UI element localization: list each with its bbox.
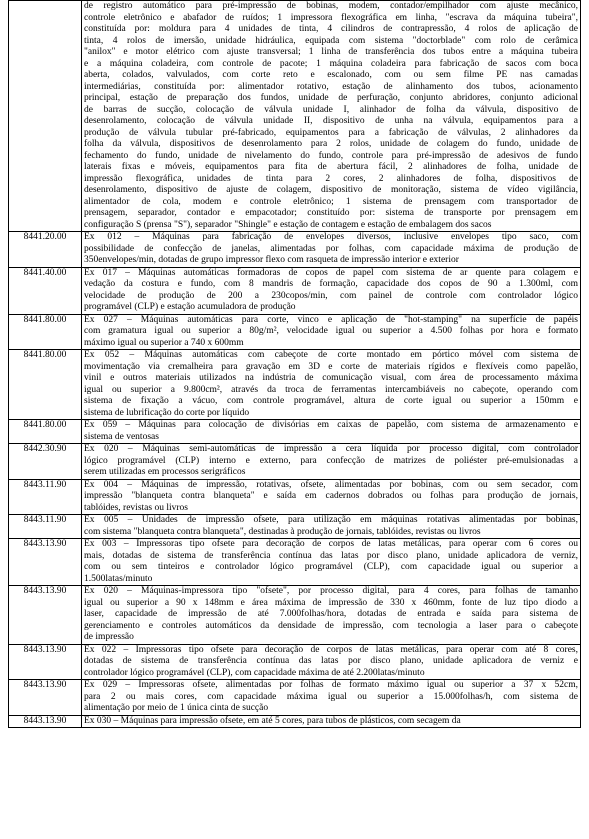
description-line: de impressão	[84, 632, 134, 642]
description-line: sistema de lubrificação do corte por líquido	[84, 407, 250, 418]
table-row	[9, 420, 581, 444]
table-row	[9, 586, 581, 645]
description-line: impressão flexográfica, unidades de tinta para 2 cores, 2 alinhadores de folha, dispositivos de	[84, 173, 578, 184]
description-line: máximo igual ou superior a 740 x 600mm	[84, 337, 244, 348]
ncm-code: 8443.13.90	[9, 680, 82, 716]
table-row	[9, 680, 581, 716]
description-line: serem utilizadas em processos serigráficos	[84, 467, 246, 477]
description-line: tinta, 4 rolos de imersão, unidade hidráulica, equipada com sistema "doctorblade" com rolo de cerâmica	[84, 35, 578, 46]
ncm-code: 8443.13.90	[9, 715, 82, 728]
ncm-code: 8441.80.00	[9, 314, 82, 350]
description-line: constituída por: moldura para 4 unidades de tinta, 4 cilindros de contrapressão, 4 rolos de aplicação de	[84, 24, 578, 34]
description-line: de registro automático para pré-impressão de bobinas, modem, contador/empilhador com ajuste mecânico,	[84, 1, 578, 11]
description-line: configuração S (prensa "S"), separador "Shingle" e estação de contagem e estação de embalagem dos sacos	[84, 219, 492, 230]
ex-description	[82, 350, 581, 420]
description-line: igual ou superior a 9.800cm², através da troca de ferramentas intercambiáveis no cabeçote, operando com	[84, 384, 578, 395]
ex-description	[82, 715, 581, 728]
ncm-code	[9, 1, 82, 232]
description-line: tablóides, revistas ou livros	[84, 502, 188, 513]
ex-description	[82, 479, 581, 515]
description-line: folha da válvula, dispositivos de desenrolamento para 2 rolos, unidade de colagem do fundo, unidade de	[84, 139, 578, 149]
ncm-code: 8443.13.90	[9, 586, 82, 645]
description-line: "anilox" e motor elétrico com ajuste transversal; 1 linha de transferência dos tubos entre a máquina tubeira	[84, 47, 578, 57]
ncm-ex-tariff-table	[8, 0, 581, 728]
description-line: Ex 017 – Máquinas automáticas formadoras de copos de papel com sistema de ar quente para colagem e	[84, 267, 578, 278]
ncm-code: 8441.80.00	[9, 420, 82, 444]
description-line: intermediárias, constituída por: alimentador rotativo, estação de alinhamento dos tubos, acionamento	[84, 81, 578, 92]
description-line: e a máquina coladeira, com controle de pacote; 1 máquina coladeira para fabricação de sacos com boca	[84, 58, 578, 69]
table-row	[9, 444, 581, 480]
description-line: desenrolamento, colocação de válvula unidade II, dispositivo de unha na válvula, equipamentos para a	[84, 116, 578, 126]
ex-description	[82, 314, 581, 350]
description-line: laser, capacidade de impressão de até 7.000folhas/hora, dotadas de entrada e saída para sistema de	[84, 609, 578, 619]
table-row	[9, 539, 581, 586]
description-line: principal, estação de preparação dos fundos, unidade de perfuração, conjunto abridores, conjunto adicional	[84, 93, 578, 103]
ncm-code: 8443.13.90	[9, 644, 82, 680]
ncm-code: 8442.30.90	[9, 444, 82, 480]
description-line: com gramatura igual ou superior a 80g/m², velocidade igual ou superior a 4.500 folhas por hora e formato	[84, 326, 578, 336]
ex-description	[82, 267, 581, 314]
description-line: possibilidade de confecção de janelas, alimentadas por folhas, com capacidade máxima de produção de	[84, 243, 578, 254]
description-line: com sistema "blanqueta contra blanqueta", destinadas à produção de jornais, tablóides, revistas ou livros	[84, 526, 481, 537]
ex-description	[82, 232, 581, 268]
description-line: mais, dotadas de sistema de transferência contínua das latas por disco plano, unidade aplicadora de verniz,	[84, 550, 578, 561]
ex-description	[82, 644, 581, 680]
description-line: lógico programável (CLP) interno e externo, para confecção de matrizes de poliéster pré-emulsionadas a	[84, 455, 578, 466]
description-line: 1.500latas/minuto	[84, 573, 153, 584]
ncm-code: 8443.11.90	[9, 515, 82, 539]
description-line: Ex 012 – Máquinas para fabricação de envelopes diversos, inclusive envelopes tipo saco, com	[84, 232, 578, 242]
ex-description	[82, 586, 581, 645]
description-line: produção de válvula tubular pré-fabricado, equipamentos para a fabricação de válvulas, 2 alinhadores da	[84, 127, 578, 138]
description-line: Ex 059 – Máquinas para colocação de divisórias em caixas de papelão, com sistema de armazenamento e	[84, 420, 578, 430]
description-line: Ex 003 – Impressoras tipo ofsete para decoração de corpos de latas metálicas, para operar com 6 cores ou	[84, 539, 578, 549]
table-row	[9, 715, 581, 728]
description-line: Ex 022 – Impressoras tipo ofsete para decoração de corpos de latas metálicas, para operar com até 8 cores,	[84, 644, 578, 655]
description-line: Ex 005 – Unidades de impressão ofsete, para utilização em máquinas rotativas alimentadas por bobinas,	[84, 515, 578, 525]
ex-description	[82, 539, 581, 586]
description-line: controlador lógico programável (CLP), com capacidade máxima de até 2.200latas/minuto	[84, 667, 425, 678]
table-row	[9, 515, 581, 539]
ex-description	[82, 1, 581, 232]
table-row	[9, 644, 581, 680]
description-line: alimentação por meio de 1 única cinta de sucção	[84, 703, 269, 713]
description-line: Ex 020 – Máquinas semi-automáticas de impressão a cera líquida por processo digital, com controlador	[84, 444, 578, 454]
description-line: Ex 029 – Impressoras ofsete, alimentadas por folhas de formato máximo igual ou superior a 37 x 52cm,	[84, 680, 578, 690]
ncm-code: 8441.80.00	[9, 350, 82, 420]
description-line: sistema de fixação a vácuo, com controle programável, altura de corte igual ou superior a 150mm e	[84, 396, 578, 406]
table-row	[9, 232, 581, 268]
ex-description	[82, 515, 581, 539]
description-line: Ex 030 – Máquinas para impressão ofsete, em até 5 cores, para tubos de plásticos, com secagem da	[84, 715, 461, 726]
table-row	[9, 314, 581, 350]
description-line: sistema de ventosas	[84, 431, 159, 442]
table-row	[9, 350, 581, 420]
description-line: laterais fixas e móveis, equipamentos para fita de abertura fácil, 2 alinhadores de folha, unidade de	[84, 162, 578, 172]
description-line: Ex 027 – Máquinas automáticas para corte, vinco e aplicação de "hot-stamping" na superfície de papéis	[84, 314, 578, 325]
description-line: programável (CLP) e estação acumuladora de produção	[84, 302, 296, 312]
ex-description	[82, 444, 581, 480]
description-line: dotadas de sistema de transferência contínua das latas por disco plano, unidade aplicadora de verniz e	[84, 656, 578, 666]
ncm-code: 8441.40.00	[9, 267, 82, 314]
description-line: alimentador de cola, modem e controle eletrônico; 1 sistema de prensagem com transportador de	[84, 196, 578, 207]
description-line: impressão "blanqueta contra blanqueta" e saída em cadernos dobrados ou folhas para produção de jornais,	[84, 491, 578, 501]
description-line: igual ou superior a 90 x 148mm e área máxima de impressão de 330 x 460mm, fonte de luz tipo diodo a	[84, 597, 578, 608]
description-line: prensagem, separador, contador e empacotador; constituído por: sistema de transporte por prensagem em	[84, 208, 578, 218]
description-line: para 2 ou mais cores, com capacidade máxima igual ou superior a 15.000folhas/h, com sistema de	[84, 691, 578, 702]
description-line: Ex 052 – Máquinas automáticas com cabeçote de corte montado em pórtico móvel com sistema de	[84, 350, 578, 360]
table-row	[9, 267, 581, 314]
description-line: vedação da costura e fundo, com 8 mandris de formação, capacidade dos copos de 90 a 1.300ml, com	[84, 279, 578, 289]
description-line: vinil e outros materiais utilizados na indústria de comunicação visual, com área de processamento máxima	[84, 373, 578, 383]
table-row	[9, 479, 581, 515]
description-line: controle eletrônico e abafador de ruídos; 1 impressora flexográfica em linha, "escrava da máquina tubeira",	[84, 12, 578, 23]
ncm-code: 8443.13.90	[9, 539, 82, 586]
ncm-code: 8443.11.90	[9, 479, 82, 515]
description-line: com ou sem tinteiros e controlador lógico programável (CLP), com capacidade igual ou superior a	[84, 562, 578, 572]
description-line: Ex 020 – Máquinas-impressora tipo "ofsete", por processo digital, para 4 cores, para folhas de tamanho	[84, 586, 578, 596]
ex-description	[82, 680, 581, 716]
description-line: Ex 004 – Máquinas de impressão, rotativas, ofsete, alimentadas por bobinas, com ou sem secador, com	[84, 479, 578, 490]
description-line: fechamento do fundo, unidade de nivelamento do fundo, controle para pré-impressão de adesivos de fundo	[84, 150, 578, 161]
description-line: desenrolamento, dispositivo de ajuste de colagem, dispositivo de monitoração, sistema de vídeo vigilância,	[84, 185, 578, 195]
ex-description	[82, 420, 581, 444]
description-line: de barras de sucção, colocação de válvula unidade I, alinhador de folha da válvula, dispositivo de	[84, 104, 578, 115]
table-row	[9, 1, 581, 232]
description-line: gerenciamento e controles automáticos da densidade de impressão, com tecnologia a laser para o cabeçote	[84, 620, 578, 631]
description-line: aberta, colados, valvulados, com corte reto e escalonado, com ou sem filme PE nas camadas	[84, 70, 578, 80]
ncm-code: 8441.20.00	[9, 232, 82, 268]
description-line: movimentação via cremalheira para gravação em 3D e corte de materiais rígidos e flexíveis como papelão,	[84, 361, 578, 372]
description-line: velocidade de produção de 200 a 230copos/min, com painel de controle com controlador lógico	[84, 290, 578, 301]
description-line: 350envelopes/min, dotadas de grupo impressor flexo com rasqueta de impressão interior e exterior	[84, 255, 459, 265]
